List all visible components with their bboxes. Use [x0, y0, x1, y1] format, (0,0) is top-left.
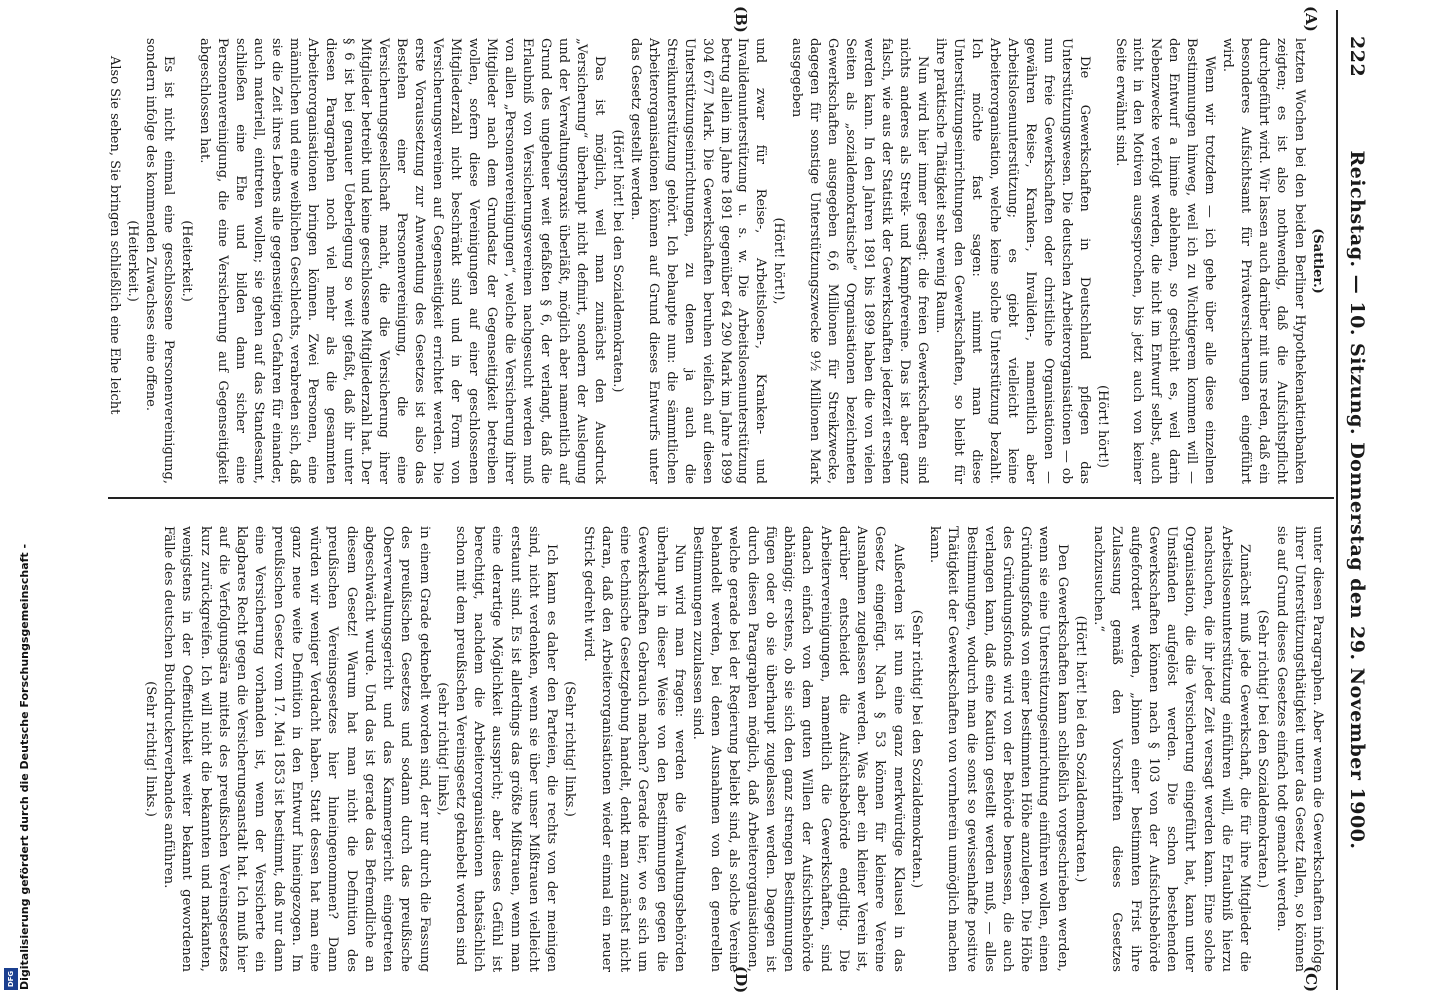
- margin-marker-d: (D): [732, 966, 750, 994]
- paragraph: Die Gewerkschaften in Deutschland pflegen das Unterstützungswesen. Die deutschen Arbeiterorganisationen — ob nun freie Gewerkschaften oder christliche Organisationen — gewähren Reise-, Kranken-, Invaliden-, namentlich aber Arbeitslosenunterstützung; es giebt vielleicht keine Arbeiterorganisation, welche keine solche Unterstützung bezahlt. Ich möchte fast sagen: nimmt man diese Unterstützungseinrichtungen den Gewerkschaften, so bleibt für ihre praktische Thätigkeit sehr wenig Raum.: [932, 38, 1092, 484]
- paragraph: Zunächst muß jede Gewerkschaft, die für ihre Mitglieder die Arbeitslosenunterstützung einführen will, die Erlaubniß hierzu nachsuchen, die ihr jeder Zeit versagt werden kann. Eine solche Organisation, die die Versicherung eingeführt hat, kann unter Umständen aufgelöst werden. Die schon bestehenden Gewerkschaften können nach § 103 von der Aufsichtsbehörde aufgefordert werden, „binnen einer bestimmten Frist ihre Zulassung gemäß den Vorschriften dieses Gesetzes nachzusuchen.“: [1091, 526, 1253, 972]
- interjection: (Sehr richtig! bei den Sozialdemokraten.): [1255, 609, 1271, 889]
- paragraph: Nun wird man fragen: werden die Verwaltungsbehörden überhaupt in dieser Weise von den Bestimmungen gegen die Gewerkschaften Gebrauch machen? Gerade hier, wo es sich um eine technische Gesetzgebung handelt, denkt man zunächst nicht daran, daß den Arbeiterorganisationen wieder einmal ein neuer Strick gedreht wird.: [580, 526, 687, 972]
- paragraph: Den Gewerkschaften kann schließlich vorgeschrieben werden, wenn sie eine Unterstützungseinrichtung einführen wollen, einen Gründungsfonds von einer bestimmten Höhe anzulegen. Die Höhe des Gründungsfonds wird von der Behörde bemessen, die auch verlangen kann, daß eine Kaution gestellt werden muß, — alles Bestimmungen, wodurch man die sonst so gewissenhafte positive Thätigkeit der Gewerkschaften von vornherein unmöglich machen kann.: [927, 526, 1070, 972]
- interjection: (Heiterkeit.): [125, 220, 141, 302]
- interjection: (Hört! hört!): [1094, 385, 1110, 468]
- interjection: (Sehr richtig! bei den Sozialdemokraten.): [908, 609, 924, 889]
- interjection: (Hört! hört! bei den Sozialdemokraten.): [609, 129, 625, 393]
- left-column: [105, 38, 1326, 484]
- document-page: [78, 0, 1378, 1000]
- paragraph: unter diesen Paragraphen. Aber wenn die Gewerkschaften infolge ihrer Unterstützungsthätigkeit unter das Gesetz fallen, so können sie auf Grund dieses Gesetzes einfach todt gemacht werden.: [1273, 526, 1325, 972]
- paragraph: Also Sie sehen, Sie bringen schließlich eine Ehe leicht: [107, 56, 123, 415]
- interjection: (Sehr richtig! links.): [143, 681, 158, 817]
- header-rule: [1336, 10, 1338, 990]
- interjection: (Hört! hört! bei den Sozialdemokraten.): [1072, 615, 1088, 883]
- paragraph: Wenn wir trotzdem — ich gehe über alle diese einzelnen Bestimmungen hinweg, weil ich zu Wichtigerem kommen will — den Entwurf a limine ablehnen, so geschieht es, weil darin Nebenzwecke verfolgt werden, die nicht im Entwurf selbst, auch nicht in den Motiven ausgesprochen, bis jetzt auch von keiner Seite erwähnt sind.: [1112, 38, 1218, 484]
- margin-marker-b: (B): [732, 6, 750, 33]
- dfg-logo: DFG: [4, 968, 18, 990]
- page-header: [1342, 10, 1370, 990]
- paragraph: Das ist möglich, weil man zunächst den Ausdruck „Versicherung“ überhaupt nicht definirt, sondern der Auslegung und der Verwaltungspraxis überläßt, möglich aber namentlich auf Grund des ungeheuer weit gefaßten § 6, der verlangt, daß die Erlaubniß von Versicherungsvereinen nachgesucht werden muß von allen „Personenvereinigungen“, welche die Versicherung ihrer Mitglieder nach dem Grundsatz der Gegenseitigkeit betreiben wollen, sofern diese Vereinigungen auf einer geschlossenen Mitgliederzahl nicht beschränkt sind und in der Form von Versicherungsvereinen auf Gegenseitigkeit errichtet werden. Die erste Voraussetzung zur Anwendung des Gesetzes ist also das Bestehen einer Personenvereinigung, die eine Versicherungsgesellschaft macht, die die Versicherung ihrer Mitglieder betreibt und keine geschlossene Mitgliederzahl hat. Der § 6 ist bei genauer Ueberlegung so weit gefaßt, daß ihr unter diesen Paragraphen noch viel mehr als die gesammten Arbeiterorganisationen bringen können. Zwei Personen, eine männlichen und eine weiblichen Geschlechts, verabreden sich, daß sie die Zeit ihres Lebens alle gegenseitigen Gefahren für einander, auch materiell, eintreten wollen; sie gehen auf das Standesamt, schließen eine Ehe und bilden dann sicher eine Personenvereinigung, die eine Versicherung auf Gegenseitigkeit abgeschlossen hat.: [196, 38, 607, 484]
- page-number: 222: [1346, 36, 1368, 78]
- right-column: [141, 526, 1326, 972]
- paragraph: Es ist nicht einmal eine geschlossene Personenvereinigung, sondern infolge des kommenden Zuwachses eine offene.: [143, 38, 176, 484]
- speaker-name: (Sattler.): [1310, 228, 1325, 294]
- margin-marker-c: (C): [1302, 966, 1320, 993]
- paragraph: letzten Wochen bei den beiden Berliner Hypothekenaktienbanken zeigten; es ist also nothwendig, daß die Aufsichtspflicht durchgeführt wird. Wir lassen auch darüber mit uns reden, daß ein besonderes Aufsichtsamt für Privatversicherungen eingeführt wird.: [1220, 38, 1308, 484]
- paragraph: Außerdem ist nun eine ganz merkwürdige Klausel in das Gesetz eingefügt. Nach § 53 können für kleinere Vereine Ausnahmen zugelassen werden. Was aber ein kleiner Verein ist, darüber entscheidet die Aufsichtsbehörde endgiltig. Die Arbeitervereinigungen, namentlich die Gewerkschaften, sind danach einfach von dem guten Willen der Aufsichtsbehörde abhängig; erstens, ob sie sich den ganz strengen Bestimmungen fügen oder ob sie überhaupt zugelassen werden. Dagegen ist durch diesen Paragraphen möglich, daß Arbeiterorganisationen, welche gerade bei der Regierung beliebt sind, als solche Vereine behandelt werden, bei denen Ausnahmen von den generellen Bestimmungen zuzulassen sind.: [690, 526, 906, 972]
- column-rule: [108, 497, 1334, 499]
- margin-marker-a: (A): [1302, 6, 1320, 32]
- paragraph: Ich kann es daher den Parteien, die rechts von der meinigen sind, nicht verdenken, wenn sie über unser Mißtrauen vielleicht erstaunt sind. Es ist allerdings das größte Mißtrauen, wenn man eine derartige Möglichkeit ausspricht; aber dieses Gefühl ist berechtigt, nachdem die Arbeiterorganisationen thatsächlich schon mit dem preußischen Vereinsgesetz geknebelt worden sind: [452, 526, 560, 972]
- interjection: (sehr richtig! links),: [434, 682, 450, 816]
- paragraph: Nun wird hier immer gesagt: die freien Gewerkschaften sind nichts anderes als Streik- und Kampfvereine. Das ist aber ganz falsch, wie aus der Statistik der Gewerkschaften jederzeit ersehen werden kann. In den Jahren 1891 bis 1899 haben die von vielen Seiten als „sozialdemokratische“ Organisationen bezeichneten Gewerkschaften ausgegeben 6,6 Millionen für Streikzwecke, dagegen für sonstige Unterstützungszwecke 9½ Millionen Mark ausgegeben: [789, 38, 931, 484]
- footer-credit: Digitalisierung gefördert durch die Deutsche Forschungsgemeinschaft -: [18, 543, 31, 990]
- paragraph: und zwar für Reise-, Arbeitslosen-, Kranken- und Invalidenunterstützung u. s. w. Die Arbeitslosenunterstützung betrug allein im Jahre 1891 gegenüber 64 290 Mark im Jahre 1899 304 677 Mark. Die Gewerkschaften beruhen vielfach auf diesen Unterstützungseinrichtungen, zu denen ja auch die Streikunterstützung gehört. Ich behaupte nun: die sämmtlichen Arbeiterorganisationen können auf Grund dieses Entwurfs unter das Gesetz gestellt werden.: [627, 38, 769, 484]
- page-title: Reichstag. — 10. Sitzung. Donnerstag den 29. November 1900.: [1346, 150, 1368, 850]
- interjection: (Heiterkeit.): [178, 220, 194, 302]
- digitization-footer: [0, 0, 56, 1000]
- paragraph: in einem Grade geknebelt worden sind, der nur durch die Fassung des preußischen Gesetzes und sodann durch das preußische Oberverwaltungsgericht und das Kammergericht eingetreten abgeschwächt wurde. Und das ist gerade das Befremdliche an diesem Gesetz! Warum hat man nicht die Definition des preußischen Vereinsgesetzes hier hineingenommen? Dann würden wir weniger Verdacht haben. Statt dessen hat man eine ganz neue weite Definition in den Entwurf hineingezogen. Im preußischen Gesetz vom 17. Mai 1853 ist bestimmt, daß nur dann eine Versicherung vorhanden ist, wenn der Versicherte ein klagbares Recht gegen die Versicherungsanstalt hat. Ich muß hier auf die Verfolgungsära mittels des preußischen Vereinsgesetzes kurz zurückgreifen. Ich will nicht die bekannten und markanten, wenigstens in der Oeffentlichkeit weiter bekannt gewordenen Fälle des deutschen Buchdruckerverbandes anführen.: [161, 526, 432, 972]
- interjection: (Sehr richtig! links.): [562, 681, 578, 817]
- interjection: (Hört! hört!),: [771, 217, 787, 305]
